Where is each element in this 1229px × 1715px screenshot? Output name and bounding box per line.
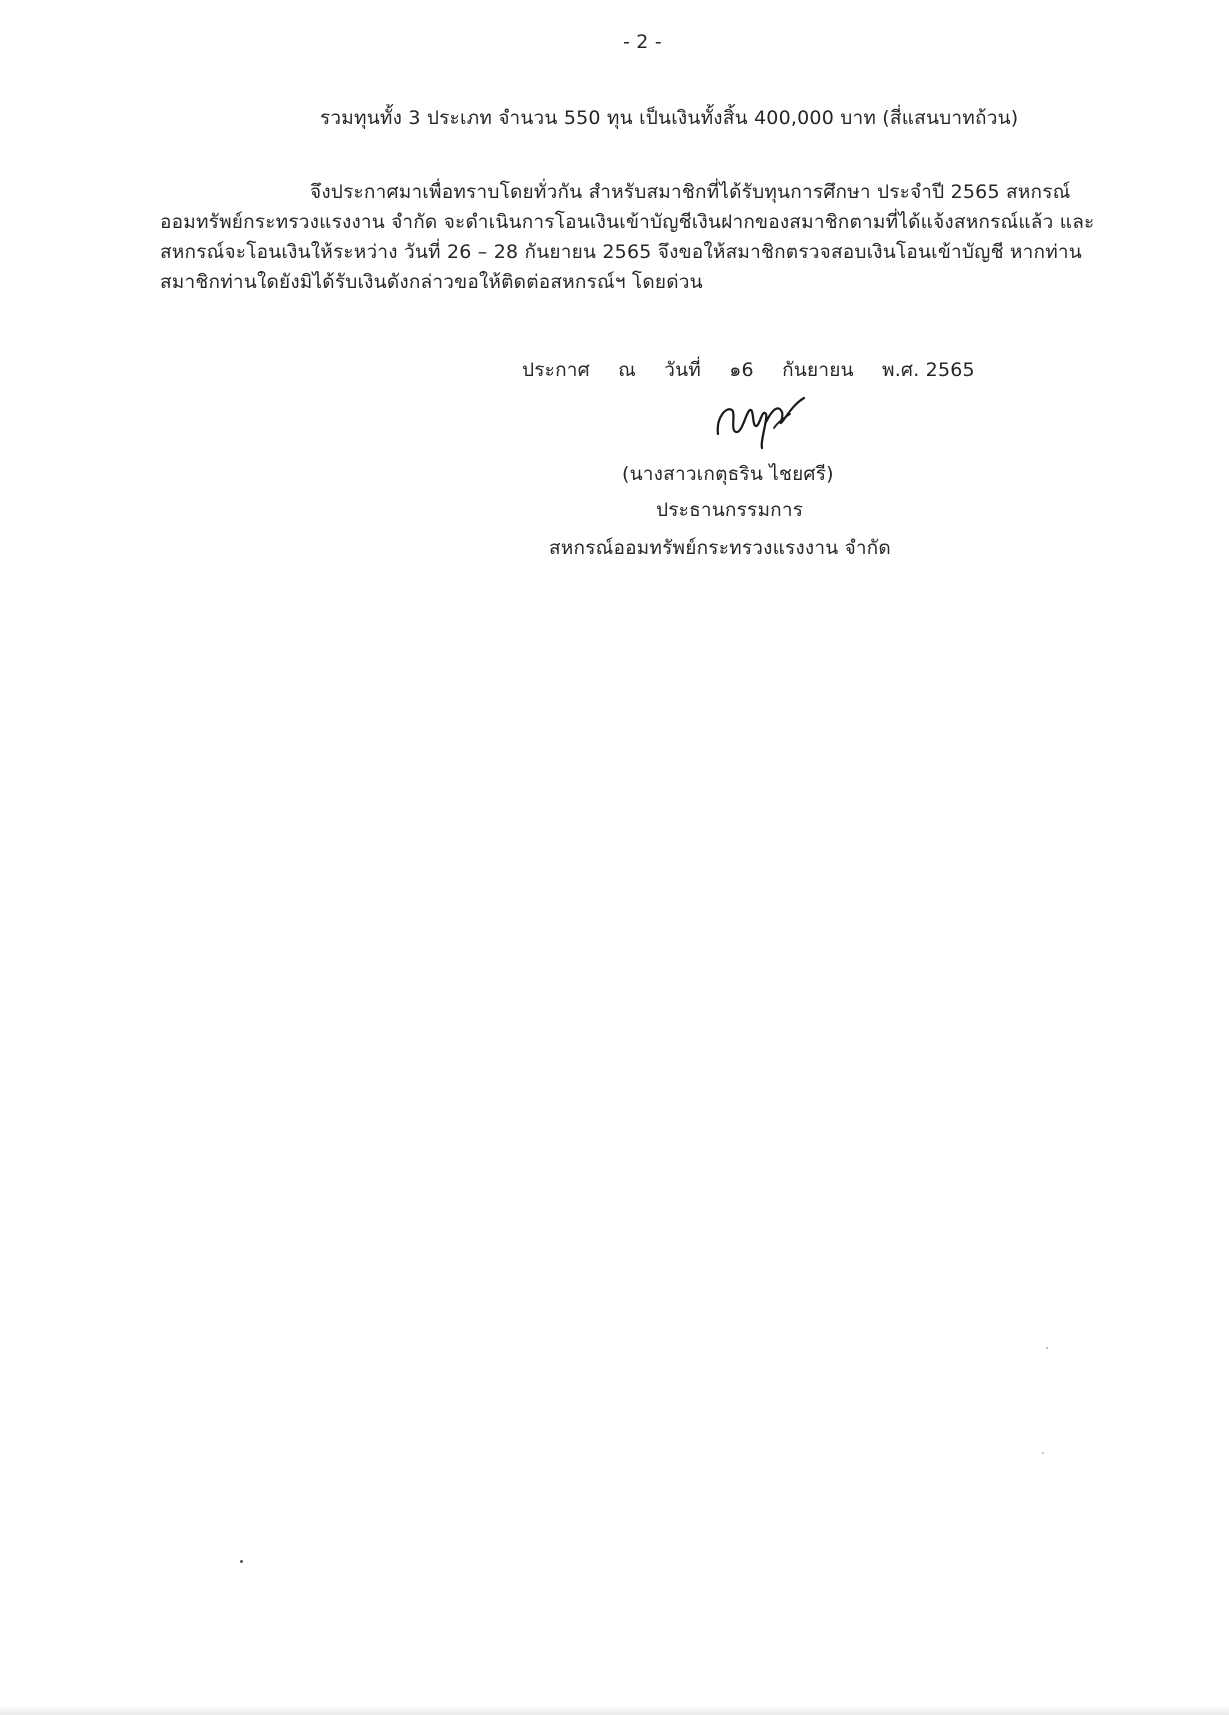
announcement-label: ประกาศ <box>522 359 590 381</box>
scan-speck <box>1046 1347 1048 1349</box>
scan-speck <box>1042 1452 1044 1454</box>
scan-edge <box>0 1706 1229 1715</box>
signer-title: ประธานกรรมการ <box>656 499 804 521</box>
announcement-at: ณ <box>618 359 636 381</box>
announcement-date <box>522 356 975 384</box>
handwritten-signature <box>712 392 812 452</box>
scholarship-summary: รวมทุนทั้ง 3 ประเภท จำนวน 550 ทุน เป็นเงินทั้งสิ้น 400,000 บาท (สี่แสนบาทถ้วน) <box>320 107 1019 129</box>
paragraph-line-4: สมาชิกท่านใดยังมิได้รับเงินดังกล่าวขอให้ติดต่อสหกรณ์ฯ โดยด่วน <box>160 271 703 293</box>
paragraph-line-1: จึงประกาศมาเพื่อทราบโดยทั่วกัน สำหรับสมาชิกที่ได้รับทุนการศึกษา ประจำปี 2565 สหกรณ์ <box>310 181 1071 203</box>
scan-speck <box>240 1560 243 1563</box>
announcement-day: ๑6 <box>729 359 754 381</box>
paragraph-line-2: ออมทรัพย์กระทรวงแรงงาน จำกัด จะดำเนินการโอนเงินเข้าบัญชีเงินฝากของสมาชิกตามที่ได้แจ้งสหกรณ์แล้ว และ <box>160 211 1095 233</box>
announcement-month: กันยายน <box>782 359 854 381</box>
announcement-year: พ.ศ. 2565 <box>881 359 975 381</box>
signer-organization: สหกรณ์ออมทรัพย์กระทรวงแรงงาน จำกัด <box>549 537 891 559</box>
signer-name: (นางสาวเกตุธริน ไชยศรี) <box>622 463 834 485</box>
paragraph-line-3: สหกรณ์จะโอนเงินให้ระหว่าง วันที่ 26 – 28 กันยายน 2565 จึงขอให้สมาชิกตรวจสอบเงินโอนเข้าบัญชี หากท่าน <box>160 241 1082 263</box>
announcement-day-label: วันที่ <box>664 359 702 381</box>
page-number: - 2 - <box>623 31 662 53</box>
